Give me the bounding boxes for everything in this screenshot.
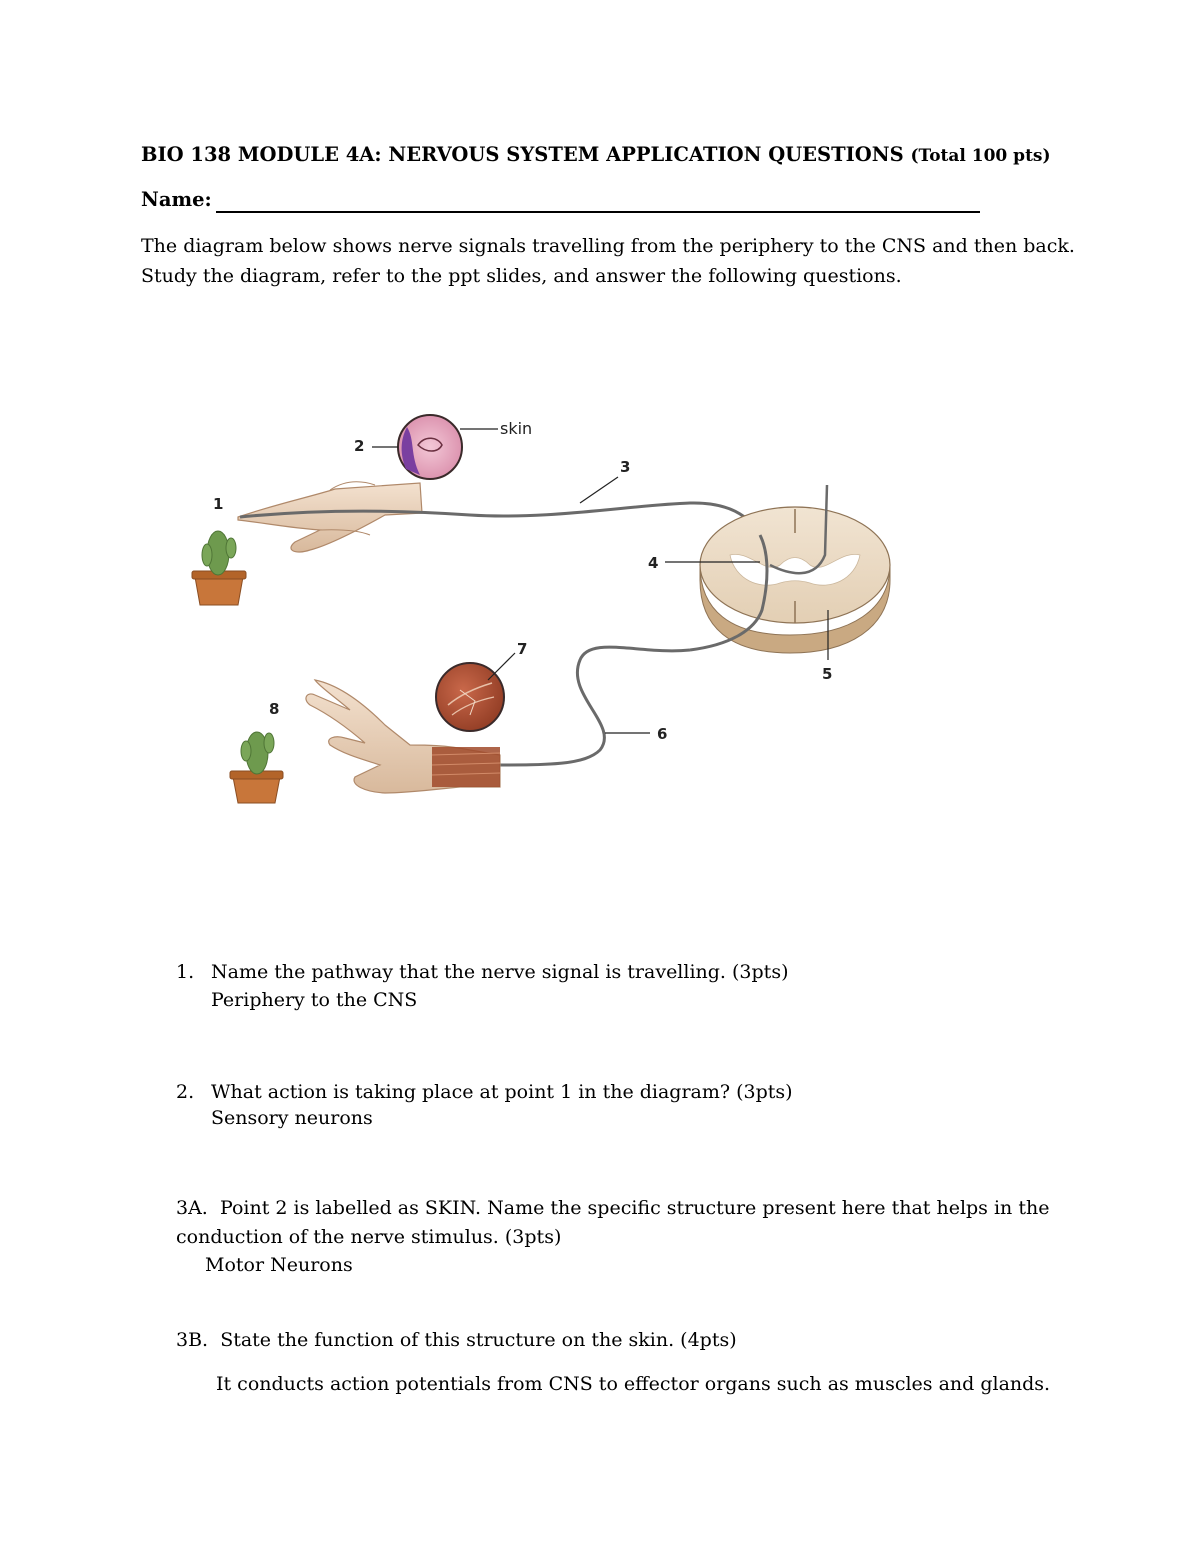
- intro-paragraph: [141, 231, 1081, 291]
- spinal-cord-cross-section: [700, 507, 890, 653]
- answer-3b[interactable]: It conducts action potentials from CNS to effector organs such as muscles and glands.: [216, 1373, 1051, 1395]
- question-2-number: 2.: [176, 1081, 195, 1103]
- muscle-inset-circle: [436, 663, 504, 731]
- question-3a-text-line-1: Point 2 is labelled as SKIN. Name the specific structure present here that helps in the: [219, 1197, 1050, 1219]
- motor-nerve-path: [490, 647, 690, 765]
- diagram-label-8: 8: [269, 700, 280, 718]
- title-text: BIO 138 MODULE 4A: NERVOUS SYSTEM APPLICATION QUESTIONS: [141, 143, 904, 166]
- diagram-label-6: 6: [657, 725, 668, 743]
- question-3b-text: State the function of this structure on the skin. (4pts): [220, 1329, 737, 1351]
- diagram-label-5: 5: [822, 665, 833, 683]
- answer-2[interactable]: Sensory neurons: [211, 1107, 373, 1129]
- lower-cactus-icon: [230, 732, 283, 803]
- question-1-number: 1.: [176, 961, 195, 983]
- question-3a-text-line-2: conduction of the nerve stimulus. (3pts): [176, 1226, 562, 1248]
- intro-line-2: Study the diagram, refer to the ppt slides, and answer the following questions.: [141, 265, 902, 287]
- reflex-arc-diagram: [170, 405, 930, 825]
- diagram-label-3: 3: [620, 458, 631, 476]
- diagram-label-1: 1: [213, 495, 224, 513]
- name-field-line[interactable]: [216, 211, 980, 213]
- answer-1[interactable]: Periphery to the CNS: [211, 989, 418, 1011]
- skin-inset-circle: [398, 415, 498, 479]
- upper-cactus-icon: [192, 531, 246, 605]
- question-3a: [176, 1194, 1076, 1252]
- diagram-label-7: 7: [517, 640, 528, 658]
- diagram-label-4: 4: [648, 554, 659, 572]
- question-3a-number: 3A.: [176, 1197, 208, 1219]
- total-points: (Total 100 pts): [910, 146, 1051, 166]
- diagram-label-2: 2: [354, 437, 365, 455]
- question-3b: [176, 1326, 1076, 1355]
- upper-hand-icon: [238, 482, 422, 552]
- diagram-label-skin: skin: [500, 419, 533, 438]
- answer-3a[interactable]: Motor Neurons: [205, 1254, 353, 1276]
- question-1-text: Name the pathway that the nerve signal is travelling. (3pts): [211, 961, 789, 983]
- question-3b-number: 3B.: [176, 1329, 209, 1351]
- name-label: Name:: [141, 188, 212, 211]
- worksheet-title: [141, 143, 1051, 166]
- intro-line-1: The diagram below shows nerve signals travelling from the periphery to the CNS and then back.: [141, 235, 1075, 257]
- question-2-text: What action is taking place at point 1 in the diagram? (3pts): [211, 1081, 793, 1103]
